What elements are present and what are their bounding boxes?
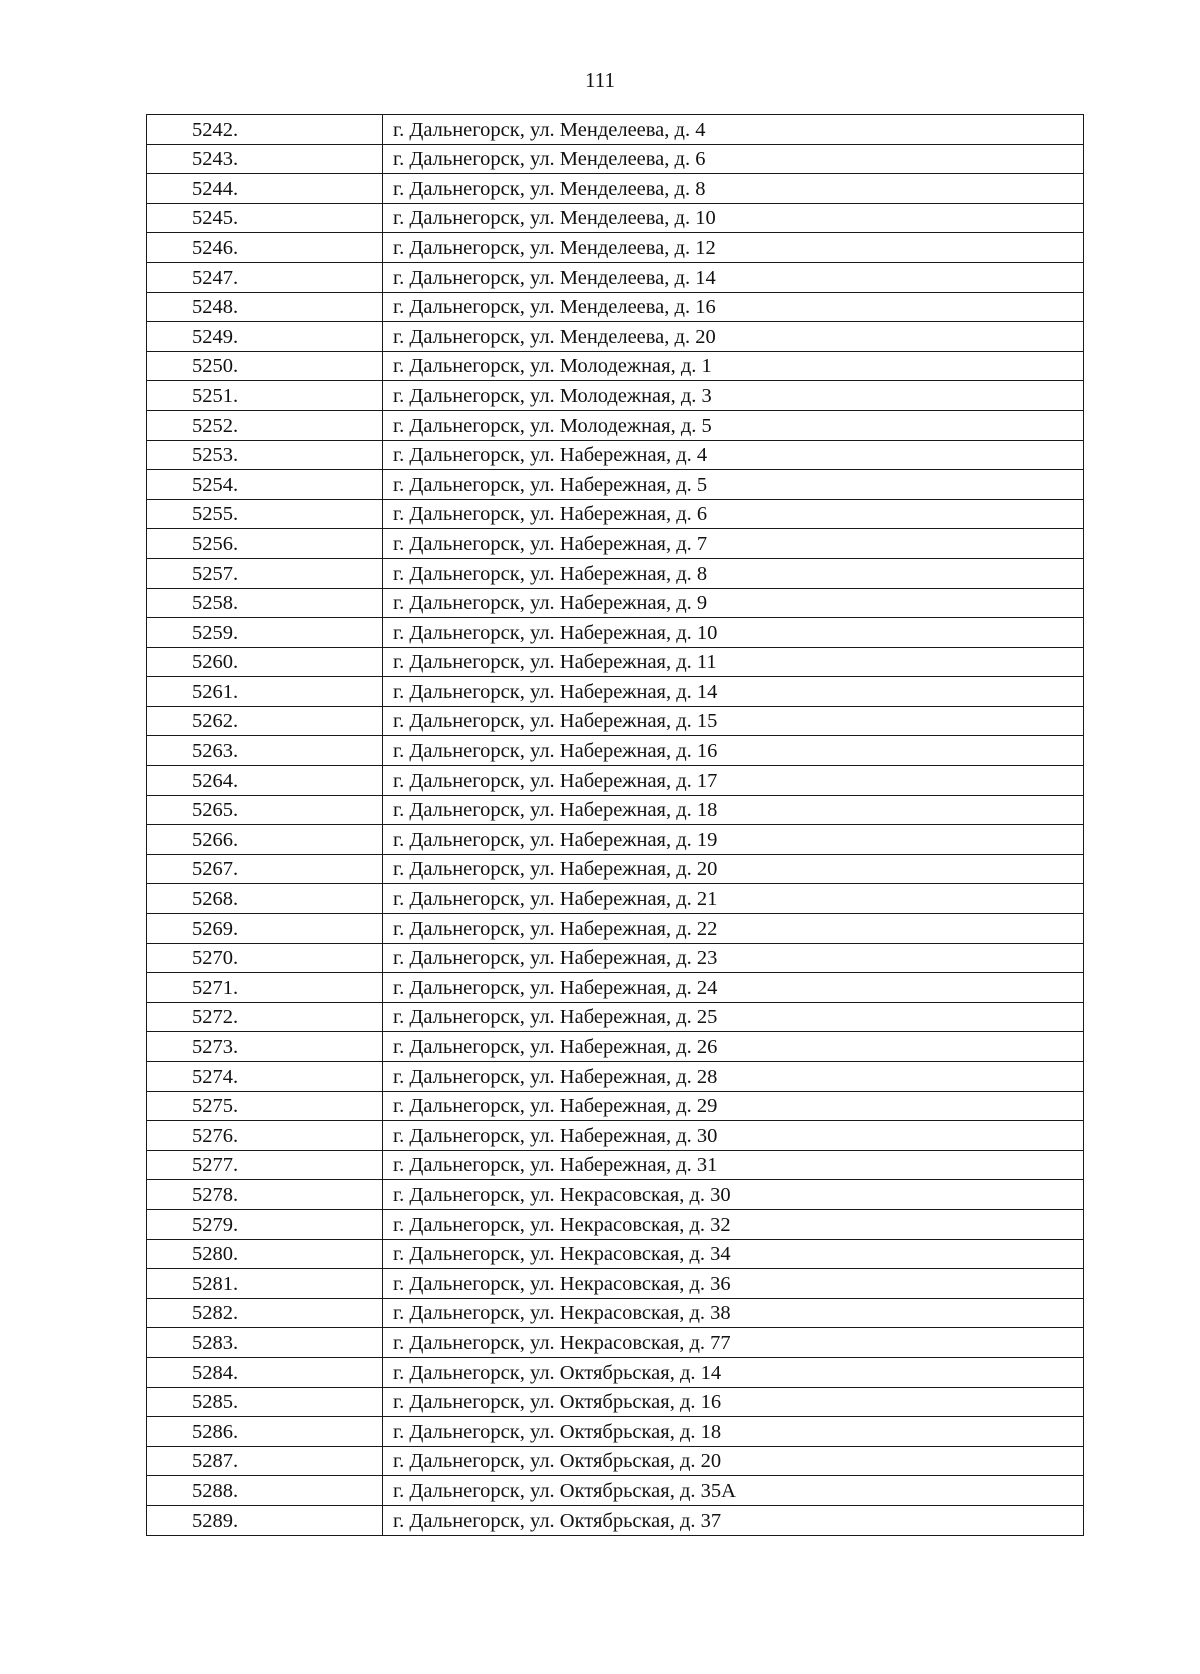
row-number: 5262.	[147, 706, 383, 736]
table-row	[147, 973, 1084, 1003]
row-number: 5286.	[147, 1417, 383, 1447]
row-address: г. Дальнегорск, ул. Молодежная, д. 5	[383, 410, 1084, 440]
row-address: г. Дальнегорск, ул. Набережная, д. 19	[383, 825, 1084, 855]
row-number: 5261.	[147, 677, 383, 707]
row-address: г. Дальнегорск, ул. Некрасовская, д. 30	[383, 1180, 1084, 1210]
table-row	[147, 410, 1084, 440]
row-number: 5285.	[147, 1387, 383, 1417]
table-row	[147, 1091, 1084, 1121]
table-row	[147, 1209, 1084, 1239]
row-number: 5260.	[147, 647, 383, 677]
row-number: 5245.	[147, 203, 383, 233]
row-address: г. Дальнегорск, ул. Набережная, д. 4	[383, 440, 1084, 470]
row-number: 5253.	[147, 440, 383, 470]
row-number: 5255.	[147, 499, 383, 529]
row-address: г. Дальнегорск, ул. Набережная, д. 25	[383, 1002, 1084, 1032]
row-number: 5251.	[147, 381, 383, 411]
table-row	[147, 1446, 1084, 1476]
row-number: 5273.	[147, 1032, 383, 1062]
row-number: 5269.	[147, 914, 383, 944]
table-row	[147, 529, 1084, 559]
table-row	[147, 558, 1084, 588]
table-row	[147, 588, 1084, 618]
table-row	[147, 233, 1084, 263]
table-row	[147, 351, 1084, 381]
table-row	[147, 1062, 1084, 1092]
table-row	[147, 1387, 1084, 1417]
row-address: г. Дальнегорск, ул. Набережная, д. 21	[383, 884, 1084, 914]
row-number: 5289.	[147, 1505, 383, 1535]
row-number: 5268.	[147, 884, 383, 914]
row-address: г. Дальнегорск, ул. Октябрьская, д. 14	[383, 1357, 1084, 1387]
row-number: 5259.	[147, 618, 383, 648]
row-number: 5256.	[147, 529, 383, 559]
row-number: 5250.	[147, 351, 383, 381]
row-number: 5243.	[147, 144, 383, 174]
table-row	[147, 766, 1084, 796]
row-address: г. Дальнегорск, ул. Октябрьская, д. 35А	[383, 1476, 1084, 1506]
row-address: г. Дальнегорск, ул. Молодежная, д. 3	[383, 381, 1084, 411]
table-row	[147, 647, 1084, 677]
row-address: г. Дальнегорск, ул. Октябрьская, д. 16	[383, 1387, 1084, 1417]
row-address: г. Дальнегорск, ул. Менделеева, д. 6	[383, 144, 1084, 174]
table-row	[147, 1269, 1084, 1299]
row-address: г. Дальнегорск, ул. Октябрьская, д. 37	[383, 1505, 1084, 1535]
row-address: г. Дальнегорск, ул. Некрасовская, д. 32	[383, 1209, 1084, 1239]
row-number: 5283.	[147, 1328, 383, 1358]
row-address: г. Дальнегорск, ул. Набережная, д. 24	[383, 973, 1084, 1003]
row-number: 5254.	[147, 470, 383, 500]
row-address: г. Дальнегорск, ул. Менделеева, д. 8	[383, 174, 1084, 204]
table-row	[147, 174, 1084, 204]
row-address: г. Дальнегорск, ул. Набережная, д. 8	[383, 558, 1084, 588]
row-address: г. Дальнегорск, ул. Некрасовская, д. 38	[383, 1298, 1084, 1328]
table-row	[147, 1002, 1084, 1032]
row-number: 5277.	[147, 1150, 383, 1180]
table-row	[147, 1121, 1084, 1151]
row-address: г. Дальнегорск, ул. Набережная, д. 23	[383, 943, 1084, 973]
row-number: 5248.	[147, 292, 383, 322]
row-number: 5276.	[147, 1121, 383, 1151]
table-row	[147, 1505, 1084, 1535]
table-row	[147, 1328, 1084, 1358]
table-row	[147, 618, 1084, 648]
row-number: 5257.	[147, 558, 383, 588]
row-address: г. Дальнегорск, ул. Набережная, д. 20	[383, 854, 1084, 884]
row-number: 5278.	[147, 1180, 383, 1210]
row-address: г. Дальнегорск, ул. Менделеева, д. 20	[383, 322, 1084, 352]
row-address: г. Дальнегорск, ул. Набережная, д. 28	[383, 1062, 1084, 1092]
table-row	[147, 736, 1084, 766]
table-row	[147, 1150, 1084, 1180]
table-row	[147, 1032, 1084, 1062]
table-row	[147, 795, 1084, 825]
row-number: 5282.	[147, 1298, 383, 1328]
row-number: 5244.	[147, 174, 383, 204]
row-address: г. Дальнегорск, ул. Молодежная, д. 1	[383, 351, 1084, 381]
row-number: 5275.	[147, 1091, 383, 1121]
row-address: г. Дальнегорск, ул. Менделеева, д. 10	[383, 203, 1084, 233]
row-address: г. Дальнегорск, ул. Набережная, д. 15	[383, 706, 1084, 736]
row-address: г. Дальнегорск, ул. Набережная, д. 6	[383, 499, 1084, 529]
row-number: 5246.	[147, 233, 383, 263]
row-address: г. Дальнегорск, ул. Некрасовская, д. 77	[383, 1328, 1084, 1358]
table-row	[147, 677, 1084, 707]
row-number: 5264.	[147, 766, 383, 796]
table-row	[147, 1476, 1084, 1506]
table-row	[147, 144, 1084, 174]
table-row	[147, 1239, 1084, 1269]
table-row	[147, 706, 1084, 736]
row-address: г. Дальнегорск, ул. Набережная, д. 9	[383, 588, 1084, 618]
row-address: г. Дальнегорск, ул. Набережная, д. 14	[383, 677, 1084, 707]
row-number: 5274.	[147, 1062, 383, 1092]
row-address: г. Дальнегорск, ул. Набережная, д. 11	[383, 647, 1084, 677]
row-number: 5263.	[147, 736, 383, 766]
row-number: 5271.	[147, 973, 383, 1003]
table-row	[147, 115, 1084, 145]
row-address: г. Дальнегорск, ул. Некрасовская, д. 34	[383, 1239, 1084, 1269]
row-number: 5249.	[147, 322, 383, 352]
row-address: г. Дальнегорск, ул. Набережная, д. 16	[383, 736, 1084, 766]
table-row	[147, 1180, 1084, 1210]
row-address: г. Дальнегорск, ул. Набережная, д. 7	[383, 529, 1084, 559]
row-address: г. Дальнегорск, ул. Набережная, д. 31	[383, 1150, 1084, 1180]
table-row	[147, 262, 1084, 292]
row-number: 5242.	[147, 115, 383, 145]
address-table-body	[147, 115, 1084, 1536]
table-row	[147, 884, 1084, 914]
table-row	[147, 381, 1084, 411]
row-number: 5267.	[147, 854, 383, 884]
row-number: 5247.	[147, 262, 383, 292]
table-row	[147, 1298, 1084, 1328]
row-address: г. Дальнегорск, ул. Набережная, д. 22	[383, 914, 1084, 944]
page-number: 111	[585, 68, 615, 92]
table-row	[147, 440, 1084, 470]
table-row	[147, 322, 1084, 352]
row-number: 5288.	[147, 1476, 383, 1506]
table-row	[147, 292, 1084, 322]
row-number: 5270.	[147, 943, 383, 973]
row-number: 5272.	[147, 1002, 383, 1032]
row-address: г. Дальнегорск, ул. Менделеева, д. 14	[383, 262, 1084, 292]
row-address: г. Дальнегорск, ул. Менделеева, д. 4	[383, 115, 1084, 145]
table-row	[147, 943, 1084, 973]
row-number: 5287.	[147, 1446, 383, 1476]
address-table	[146, 114, 1084, 1536]
row-address: г. Дальнегорск, ул. Набережная, д. 29	[383, 1091, 1084, 1121]
row-number: 5279.	[147, 1209, 383, 1239]
row-address: г. Дальнегорск, ул. Некрасовская, д. 36	[383, 1269, 1084, 1299]
row-number: 5280.	[147, 1239, 383, 1269]
row-number: 5258.	[147, 588, 383, 618]
row-address: г. Дальнегорск, ул. Менделеева, д. 16	[383, 292, 1084, 322]
table-row	[147, 914, 1084, 944]
row-address: г. Дальнегорск, ул. Набережная, д. 18	[383, 795, 1084, 825]
row-number: 5281.	[147, 1269, 383, 1299]
row-address: г. Дальнегорск, ул. Набережная, д. 26	[383, 1032, 1084, 1062]
table-row	[147, 1417, 1084, 1447]
row-number: 5252.	[147, 410, 383, 440]
table-row	[147, 1357, 1084, 1387]
table-row	[147, 825, 1084, 855]
row-address: г. Дальнегорск, ул. Набережная, д. 17	[383, 766, 1084, 796]
row-address: г. Дальнегорск, ул. Набережная, д. 30	[383, 1121, 1084, 1151]
row-address: г. Дальнегорск, ул. Октябрьская, д. 18	[383, 1417, 1084, 1447]
row-address: г. Дальнегорск, ул. Менделеева, д. 12	[383, 233, 1084, 263]
row-number: 5266.	[147, 825, 383, 855]
row-number: 5284.	[147, 1357, 383, 1387]
table-row	[147, 854, 1084, 884]
table-row	[147, 203, 1084, 233]
row-number: 5265.	[147, 795, 383, 825]
row-address: г. Дальнегорск, ул. Октябрьская, д. 20	[383, 1446, 1084, 1476]
table-row	[147, 470, 1084, 500]
row-address: г. Дальнегорск, ул. Набережная, д. 5	[383, 470, 1084, 500]
table-row	[147, 499, 1084, 529]
row-address: г. Дальнегорск, ул. Набережная, д. 10	[383, 618, 1084, 648]
